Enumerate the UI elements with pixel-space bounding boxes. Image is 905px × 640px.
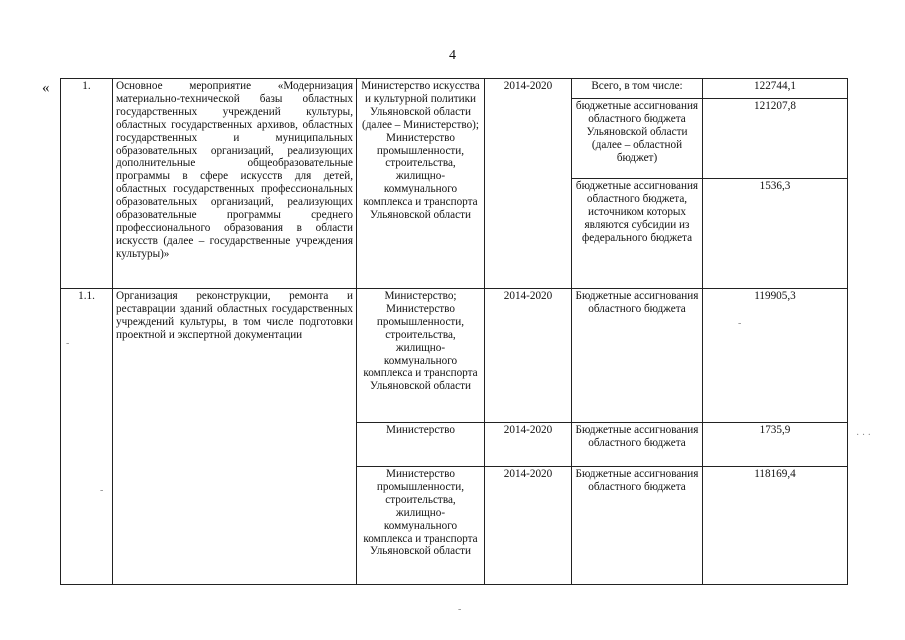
funding-source-cell: Всего, в том числе:	[572, 79, 703, 99]
amount-cell: 121207,8	[703, 99, 848, 179]
page-number: 4	[449, 48, 456, 63]
years-cell: 2014-2020	[485, 289, 572, 423]
amount-cell: 118169,4	[703, 467, 848, 585]
years-cell: 2014-2020	[485, 467, 572, 585]
scan-speck: -	[458, 604, 462, 615]
description-cell: Организация реконструкции, ремонта и реставрации зданий областных государственных учреждений культуры, в том числе подготовки проектной и экспертной документации	[113, 289, 357, 585]
opening-quote-mark: «	[42, 80, 50, 96]
funding-source-cell: Бюджетные ассигнования областного бюджета	[572, 423, 703, 467]
scan-speck: -	[100, 485, 104, 496]
amount-cell: 122744,1	[703, 79, 848, 99]
table-row	[61, 79, 848, 99]
years-cell: 2014-2020	[485, 423, 572, 467]
table-row	[61, 289, 848, 423]
amount-cell: 119905,3	[703, 289, 848, 423]
program-table	[60, 78, 848, 585]
scan-speck: · · ·	[856, 430, 871, 441]
description-cell: Основное мероприятие «Модернизация материально-технической базы областных государственных учреждений культуры, областных государственных архивов, областных государственных и муниципальных образовательных организаций, реализующих дополнительные общеобразовательные программы в сфере искусств для детей, областных государственных профессиональных образовательных организаций, реализующих образовательные программы среднего профессионального образования в области искусств (далее – государственные учреждения культуры)»	[113, 79, 357, 289]
funding-source-cell: бюджетные ассигнования областного бюджета, источником которых являются субсидии из федерального бюджета	[572, 179, 703, 289]
ministry-cell: Министерство; Министерство промышленности, строительства, жилищно-коммунального комплекса и транспорта Ульяновской области	[357, 289, 485, 423]
funding-source-cell: бюджетные ассигнования областного бюджета Ульяновской области (далее – областной бюджет)	[572, 99, 703, 179]
scan-speck: -	[66, 338, 70, 349]
ministry-cell: Министерство	[357, 423, 485, 467]
amount-cell: 1536,3	[703, 179, 848, 289]
years-cell: 2014-2020	[485, 79, 572, 289]
funding-source-cell: Бюджетные ассигнования областного бюджета	[572, 289, 703, 423]
row-number-cell: 1.1.	[61, 289, 113, 585]
ministry-cell: Министерство промышленности, строительства, жилищно-коммунального комплекса и транспорта Ульяновской области	[357, 467, 485, 585]
amount-cell: 1735,9	[703, 423, 848, 467]
row-number-cell: 1.	[61, 79, 113, 289]
funding-source-cell: Бюджетные ассигнования областного бюджета	[572, 467, 703, 585]
ministry-cell: Министерство искусства и культурной политики Ульяновской области (далее – Министерство); Министерство промышленности, строительства, жилищно-коммунального комплекса и транспорта Ульяновской области	[357, 79, 485, 289]
scan-speck: -	[738, 318, 742, 329]
